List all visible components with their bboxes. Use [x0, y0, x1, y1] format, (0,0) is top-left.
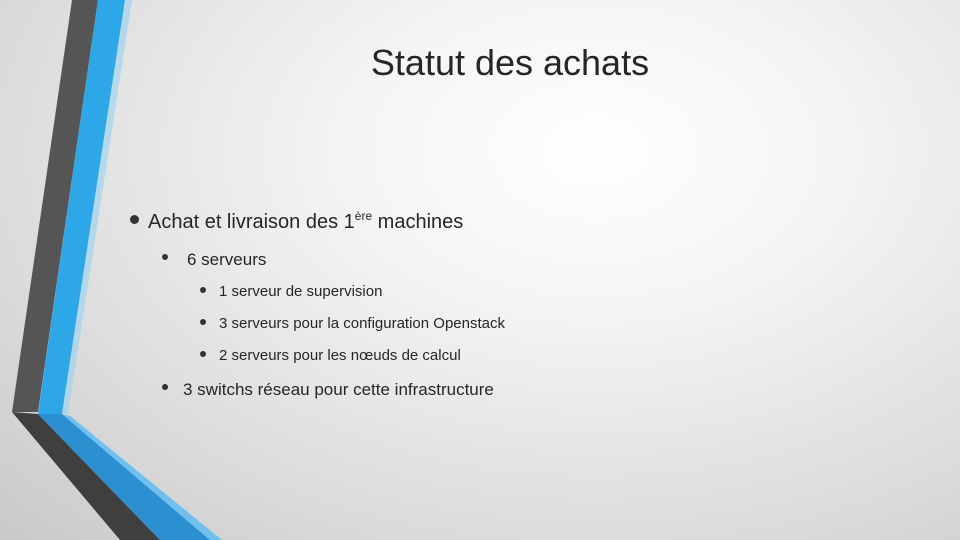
bullet-icon: [130, 215, 139, 224]
list-item-level2: 6 serveurs: [187, 250, 267, 269]
bullet-icon: [162, 254, 168, 260]
item-superscript: ère: [354, 209, 373, 223]
list-item-level3: 1 serveur de supervision: [219, 283, 383, 300]
list-item-level3: 2 serveurs pour les nœuds de calcul: [219, 347, 461, 364]
bullet-icon: [162, 384, 168, 390]
list-item-level1: [148, 209, 463, 235]
list-item-level2: 3 switchs réseau pour cette infrastructure: [183, 380, 494, 399]
item-text-after: machines: [372, 211, 464, 233]
list-item-level3: 3 serveurs pour la configuration Openstack: [219, 315, 505, 332]
item-text: Achat et livraison des 1: [148, 211, 355, 233]
bullet-icon: [200, 319, 206, 325]
slide-title: Statut des achats: [370, 42, 650, 83]
bullet-icon: [200, 351, 206, 357]
bullet-icon: [200, 287, 206, 293]
